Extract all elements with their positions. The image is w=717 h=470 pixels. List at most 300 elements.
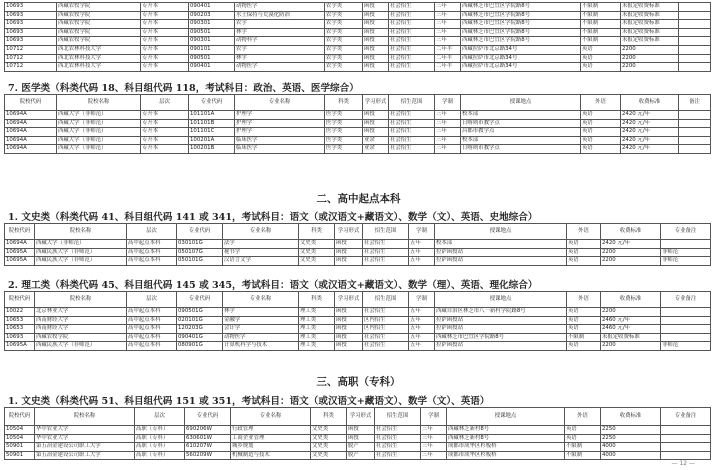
arts-table: [4, 223, 711, 266]
table-cell: 三年: [421, 434, 447, 443]
table-cell: 函授: [335, 248, 363, 257]
column-header: 专业代码: [185, 408, 231, 426]
table-cell: 社会招生: [389, 119, 435, 128]
table-row: [5, 248, 711, 257]
table-cell: 090501: [189, 54, 235, 63]
section-title-medical: 7. 医学类（科类代码 18、科目组代码 118，考试科目：政治、英语、医学综合）: [8, 83, 359, 94]
table-cell: 医学类: [325, 145, 363, 154]
table-cell: 五年: [409, 325, 435, 334]
table-cell: 不限制: [581, 11, 621, 20]
table-cell: 护理学: [235, 128, 325, 137]
table-cell: 社会招生: [363, 257, 409, 266]
table-cell: [679, 111, 711, 120]
table-cell: [679, 63, 711, 72]
table-cell: 不限制: [565, 443, 601, 452]
table-cell: 西北农林科技大学: [57, 45, 141, 54]
table-cell: 2420 元/年: [621, 145, 679, 154]
table-cell: 函授: [363, 119, 389, 128]
table-cell: 英语: [567, 308, 601, 317]
table-cell: 090501: [189, 28, 235, 37]
table-cell: [661, 426, 711, 435]
table-cell: 高职（专科）: [135, 443, 185, 452]
table-row: [5, 257, 711, 266]
column-header: 专业名称: [235, 95, 325, 111]
table-cell: 090203: [189, 11, 235, 20]
table-cell: 函授: [335, 342, 363, 351]
table-cell: 农学类: [325, 63, 363, 72]
table-cell: 文史类: [299, 248, 335, 257]
table-cell: 社会招生: [389, 54, 435, 63]
column-header: 专业代码: [177, 224, 223, 240]
table-cell: 三年: [435, 28, 461, 37]
table-cell: 专升本: [141, 28, 189, 37]
table-cell: 函授: [335, 325, 363, 334]
table-cell: 090401: [189, 63, 235, 72]
table-row: [5, 426, 711, 435]
table-row: [5, 20, 711, 29]
column-header: 学制: [421, 408, 447, 426]
column-header: 院校名称: [35, 292, 127, 308]
column-header: 专业代码: [177, 292, 223, 308]
column-header: 收费标准: [601, 408, 661, 426]
table-cell: 090301: [189, 20, 235, 29]
table-cell: 未报定收费标准: [621, 28, 679, 37]
table-cell: 非师范: [661, 342, 711, 351]
table-cell: 校本部: [435, 240, 567, 249]
table-cell: 未报定收费标准: [621, 20, 679, 29]
table-cell: 专升本: [141, 145, 189, 154]
table-cell: 三年: [421, 443, 447, 452]
table-cell: 文史类: [311, 434, 347, 443]
table-cell: 090101: [189, 45, 235, 54]
column-header: 专业名称: [223, 292, 299, 308]
column-header: 学习形式: [335, 292, 363, 308]
column-header: 招生范围: [363, 224, 409, 240]
table-cell: 五年: [409, 257, 435, 266]
table-cell: 10693: [5, 37, 57, 46]
table-cell: 英语: [581, 63, 621, 72]
table-cell: 英语: [581, 45, 621, 54]
table-cell: 英语: [567, 248, 601, 257]
table-row: [5, 325, 711, 334]
table-cell: 10694A: [5, 119, 57, 128]
table-cell: 高中起点本科: [127, 325, 177, 334]
table-row: [5, 443, 711, 452]
table-cell: 080901G: [177, 342, 223, 351]
table-header-row: [5, 408, 711, 426]
column-header: 授课地点: [435, 224, 567, 240]
table-cell: 函授: [363, 111, 389, 120]
table-cell: 高中起点本科: [127, 333, 177, 342]
table-cell: 10693: [5, 3, 57, 12]
table-cell: 10022: [5, 308, 35, 317]
table-cell: 第五冶金建设公司职工大学: [35, 451, 135, 460]
table-cell: 英语: [567, 240, 601, 249]
table-cell: 工商企业管理: [231, 434, 311, 443]
table-cell: [679, 45, 711, 54]
table-cell: 2250: [601, 426, 661, 435]
table-cell: 社会招生: [363, 342, 409, 351]
table-cell: 北京林业大学: [35, 308, 127, 317]
table-cell: 090401: [189, 3, 235, 12]
table-cell: 560209W: [185, 451, 231, 460]
table-cell: 函授: [363, 128, 389, 137]
table-cell: 第五冶金建设公司职工大学: [35, 443, 135, 452]
section-title-science: 2. 理工类（科类代码 45、科目组代码 145 或 345，考试科目：语文（或汉语文+藏语文）、数学（理）、英语、理化综合）: [8, 280, 538, 291]
table-cell: 英语: [565, 426, 601, 435]
column-header: 专业名称: [231, 408, 311, 426]
table-cell: 高中起点本科: [127, 257, 177, 266]
table-cell: 不限制: [581, 20, 621, 29]
table-cell: 120203G: [177, 325, 223, 334]
table-cell: 高职（专科）: [135, 434, 185, 443]
column-header: 授课地点: [435, 292, 567, 308]
table-cell: 金融学: [223, 316, 299, 325]
table-cell: 10712: [5, 45, 57, 54]
column-header: 专业代码: [189, 95, 235, 111]
table-cell: 专升本: [141, 128, 189, 137]
table-cell: 英语: [581, 136, 621, 145]
table-cell: 英语: [581, 128, 621, 137]
table-cell: 英语: [567, 342, 601, 351]
table-cell: 020101G: [177, 316, 223, 325]
table-cell: 英语: [567, 257, 601, 266]
table-cell: 医学类: [325, 136, 363, 145]
table-cell: 西南财经大学: [35, 316, 127, 325]
table-cell: 函授: [363, 45, 389, 54]
table-cell: 不限制: [581, 3, 621, 12]
table-cell: 校本部: [461, 111, 581, 120]
table-cell: 会计学: [223, 325, 299, 334]
column-header: 收费标准: [601, 224, 661, 240]
table-row: [5, 136, 711, 145]
table-cell: 日喀则市教学点: [461, 145, 581, 154]
table-cell: 五年: [409, 240, 435, 249]
column-header: 层次: [141, 95, 189, 111]
table-row: [5, 119, 711, 128]
table-cell: [661, 333, 711, 342]
table-cell: 法学: [223, 240, 299, 249]
table-cell: 4000: [601, 451, 661, 460]
agriculture-table: [4, 2, 711, 72]
table-cell: 050107G: [177, 248, 223, 257]
table-cell: 拉萨函授站: [435, 248, 567, 257]
table-cell: 西藏农牧学院: [57, 37, 141, 46]
table-row: [5, 37, 711, 46]
table-cell: [661, 316, 711, 325]
table-cell: 100201B: [189, 145, 235, 154]
table-cell: 2200: [621, 63, 679, 72]
table-cell: 西藏农牧学院: [57, 3, 141, 12]
table-cell: 华中农业大学: [35, 434, 135, 443]
table-cell: 2420 元/年: [621, 136, 679, 145]
table-cell: 2420 元/年: [601, 240, 661, 249]
column-header: 学制: [409, 224, 435, 240]
table-cell: 专升本: [141, 136, 189, 145]
table-cell: 三年: [435, 111, 461, 120]
table-cell: 西南财经大学: [35, 325, 127, 334]
table-cell: 高职（专科）: [135, 451, 185, 460]
table-cell: 社会招生: [375, 443, 421, 452]
table-cell: 林学: [223, 308, 299, 317]
table-cell: 函授: [335, 240, 363, 249]
table-cell: 西藏林芝新村8号: [447, 426, 565, 435]
table-cell: 脱产: [347, 451, 375, 460]
column-header: 科类: [299, 292, 335, 308]
table-cell: 林学: [235, 28, 325, 37]
table-cell: 社会招生: [389, 45, 435, 54]
column-header: 层次: [127, 224, 177, 240]
table-cell: 函授: [363, 63, 389, 72]
column-header: 招生范围: [363, 292, 409, 308]
table-cell: 10693: [5, 11, 57, 20]
table-cell: 50901: [5, 451, 35, 460]
table-cell: 030101G: [177, 240, 223, 249]
table-cell: [679, 3, 711, 12]
table-row: [5, 316, 711, 325]
table-cell: 文史类: [311, 426, 347, 435]
table-cell: 函授: [335, 316, 363, 325]
table-cell: 专升本: [141, 3, 189, 12]
table-cell: [679, 119, 711, 128]
table-cell: 三年: [435, 37, 461, 46]
table-cell: 西藏林芝市巴宜区学院路8号: [461, 3, 581, 12]
table-cell: [661, 325, 711, 334]
table-cell: 西藏民族大学（非师范）: [35, 257, 127, 266]
table-cell: 10695A: [5, 248, 35, 257]
table-cell: 医学类: [325, 111, 363, 120]
table-cell: [661, 443, 711, 452]
column-header: 院校代码: [5, 292, 35, 308]
table-cell: 10694A: [5, 128, 57, 137]
table-cell: 101101A: [189, 111, 235, 120]
table-cell: 西藏自治区林芝市八一新村学院路8号: [435, 308, 567, 317]
table-cell: 行政管理: [231, 426, 311, 435]
table-row: [5, 63, 711, 72]
table-cell: 10504: [5, 426, 35, 435]
table-cell: 机械制造与技术: [231, 451, 311, 460]
table-cell: 汉语言文学: [223, 257, 299, 266]
table-cell: 三年: [435, 11, 461, 20]
column-header: 外语: [565, 408, 601, 426]
table-cell: 理工类: [299, 308, 335, 317]
table-cell: 理工类: [299, 316, 335, 325]
table-row: [5, 145, 711, 154]
table-cell: 10695A: [5, 257, 35, 266]
table-cell: 社会招生: [389, 111, 435, 120]
table-cell: 函授: [335, 333, 363, 342]
table-cell: 函授: [363, 20, 389, 29]
table-cell: 090401G: [177, 333, 223, 342]
table-cell: 西藏林芝市巴宜区学院路8号: [461, 28, 581, 37]
column-header: 招生范围: [389, 95, 435, 111]
table-cell: 社会招生: [389, 136, 435, 145]
table-cell: 三年: [435, 145, 461, 154]
table-cell: 社会招生: [375, 451, 421, 460]
table-cell: 函授: [335, 308, 363, 317]
table-cell: 文史类: [311, 443, 347, 452]
table-cell: 农学类: [325, 11, 363, 20]
column-header: 外语: [581, 95, 621, 111]
table-cell: 社会招生: [389, 11, 435, 20]
table-cell: 三年: [421, 451, 447, 460]
table-cell: 10693: [5, 333, 35, 342]
table-cell: 拉萨函授站: [435, 316, 567, 325]
column-header: 授课地点: [461, 95, 581, 111]
section-title-vocational-arts: 1. 文史类（科类代码 51、科目组代码 151 或 351，考试科目：语文（或汉语文+藏语文）、数学（文）、英语）: [8, 396, 490, 407]
table-cell: 2420 元/年: [621, 111, 679, 120]
table-cell: 未报定收费标准: [621, 11, 679, 20]
table-cell: 不限制: [565, 451, 601, 460]
table-cell: 社会招生: [363, 240, 409, 249]
table-cell: 西藏林芝市巴宜区学院路8号: [435, 333, 567, 342]
table-cell: 西藏林芝市巴宜区学院路8号: [461, 11, 581, 20]
table-cell: 护理学: [235, 119, 325, 128]
table-cell: 文史类: [311, 451, 347, 460]
table-cell: 临床医学: [235, 145, 325, 154]
table-cell: 西藏拉萨市北京路34号: [461, 63, 581, 72]
table-cell: 10694A: [5, 145, 57, 154]
table-cell: 农学: [235, 45, 325, 54]
table-cell: 高职（专科）: [135, 426, 185, 435]
table-cell: 五年: [409, 342, 435, 351]
table-cell: 专升本: [141, 45, 189, 54]
table-cell: 理工类: [299, 342, 335, 351]
table-cell: 社会招生: [375, 426, 421, 435]
table-cell: 西藏大学（非师范）: [35, 240, 127, 249]
table-cell: 拉萨函授站: [435, 325, 567, 334]
table-cell: 西藏拉萨市北京路34号: [461, 54, 581, 63]
table-cell: 101101B: [189, 119, 235, 128]
table-cell: 未报定收费标准: [621, 37, 679, 46]
table-row: [5, 342, 711, 351]
table-row: [5, 308, 711, 317]
table-cell: 非师范: [661, 257, 711, 266]
table-cell: 英语: [581, 111, 621, 120]
column-header: 科类: [325, 95, 363, 111]
table-cell: 西藏林芝市巴宜区学院路8号: [461, 20, 581, 29]
table-cell: 农学: [235, 20, 325, 29]
table-cell: 三年: [435, 119, 461, 128]
column-header: 收费标准: [621, 95, 679, 111]
table-cell: 西藏民族大学（非师范）: [35, 342, 127, 351]
table-cell: 社会招生: [363, 248, 409, 257]
table-cell: 2200: [621, 54, 679, 63]
table-cell: 西藏农牧学院: [57, 28, 141, 37]
column-header: 学习形式: [335, 224, 363, 240]
table-cell: 护理学: [235, 111, 325, 120]
column-header: 专业备注: [661, 408, 711, 426]
table-cell: 090501G: [177, 308, 223, 317]
table-cell: 西藏大学（非师范）: [57, 145, 141, 154]
medical-table: [4, 94, 711, 154]
table-row: [5, 45, 711, 54]
table-cell: 农学类: [325, 37, 363, 46]
table-cell: 高中起点本科: [127, 342, 177, 351]
table-cell: 英语: [567, 316, 601, 325]
table-cell: 函授: [363, 3, 389, 12]
table-cell: [679, 11, 711, 20]
column-header: 专业备注: [661, 224, 711, 240]
table-header-row: [5, 292, 711, 308]
table-cell: 西藏农牧学院: [57, 20, 141, 29]
table-cell: 农学类: [325, 28, 363, 37]
column-header: 学制: [435, 95, 461, 111]
column-header: 院校名称: [35, 408, 135, 426]
table-cell: 西藏拉萨市北京路34号: [461, 45, 581, 54]
column-header: 外语: [567, 224, 601, 240]
table-row: [5, 111, 711, 120]
table-cell: 西北农林科技大学: [57, 54, 141, 63]
table-cell: 动物医学: [235, 63, 325, 72]
table-cell: 2250: [601, 434, 661, 443]
table-cell: 理工类: [299, 325, 335, 334]
table-cell: [661, 451, 711, 460]
table-cell: [679, 20, 711, 29]
table-cell: 三年: [421, 426, 447, 435]
table-cell: 专升本: [141, 11, 189, 20]
table-cell: 社会招生: [389, 28, 435, 37]
part-title-high-school-bachelor: 二、高中起点本科: [316, 193, 401, 205]
column-header: 招生范围: [375, 408, 421, 426]
table-cell: 10712: [5, 63, 57, 72]
table-cell: 10694A: [5, 111, 57, 120]
table-header-row: [5, 224, 711, 240]
table-cell: 10653: [5, 316, 35, 325]
table-cell: 函授: [363, 54, 389, 63]
column-header: 院校代码: [5, 95, 57, 111]
table-cell: 高中起点本科: [127, 308, 177, 317]
column-header: 外语: [567, 292, 601, 308]
table-cell: 10504: [5, 434, 35, 443]
table-cell: 西藏大学（非师范）: [57, 128, 141, 137]
vocational-table: [4, 407, 711, 460]
table-cell: 2200: [601, 257, 661, 266]
table-cell: 10653: [5, 325, 35, 334]
table-cell: 城乡规划: [231, 443, 311, 452]
column-header: 学制: [409, 292, 435, 308]
column-header: 备注: [679, 95, 711, 111]
table-cell: 动物医学: [235, 3, 325, 12]
column-header: 学习形式: [363, 95, 389, 111]
table-cell: 不限制: [581, 37, 621, 46]
table-cell: 2420 元/年: [621, 128, 679, 137]
table-cell: 690206W: [185, 426, 231, 435]
table-cell: 专升本: [141, 111, 189, 120]
table-cell: 4000: [601, 443, 661, 452]
table-cell: 秘书学: [223, 248, 299, 257]
table-cell: 100201A: [189, 136, 235, 145]
table-row: [5, 451, 711, 460]
table-cell: 业余: [363, 145, 389, 154]
table-cell: 三年: [435, 20, 461, 29]
table-cell: 西藏林芝新村8号: [447, 434, 565, 443]
table-cell: 2460 元/年: [601, 325, 661, 334]
table-cell: [679, 145, 711, 154]
table-cell: [661, 240, 711, 249]
table-cell: 校本部: [461, 136, 581, 145]
table-cell: 函授: [347, 434, 375, 443]
table-cell: 10694A: [5, 136, 57, 145]
table-cell: 社会招生: [389, 3, 435, 12]
table-cell: 昌都市教学点: [461, 128, 581, 137]
table-cell: 农学类: [325, 3, 363, 12]
table-cell: 英语: [581, 54, 621, 63]
page-number: — 12 —: [671, 460, 695, 467]
table-header-row: [5, 95, 711, 111]
table-cell: 函授: [363, 37, 389, 46]
table-cell: 非师范: [661, 248, 711, 257]
